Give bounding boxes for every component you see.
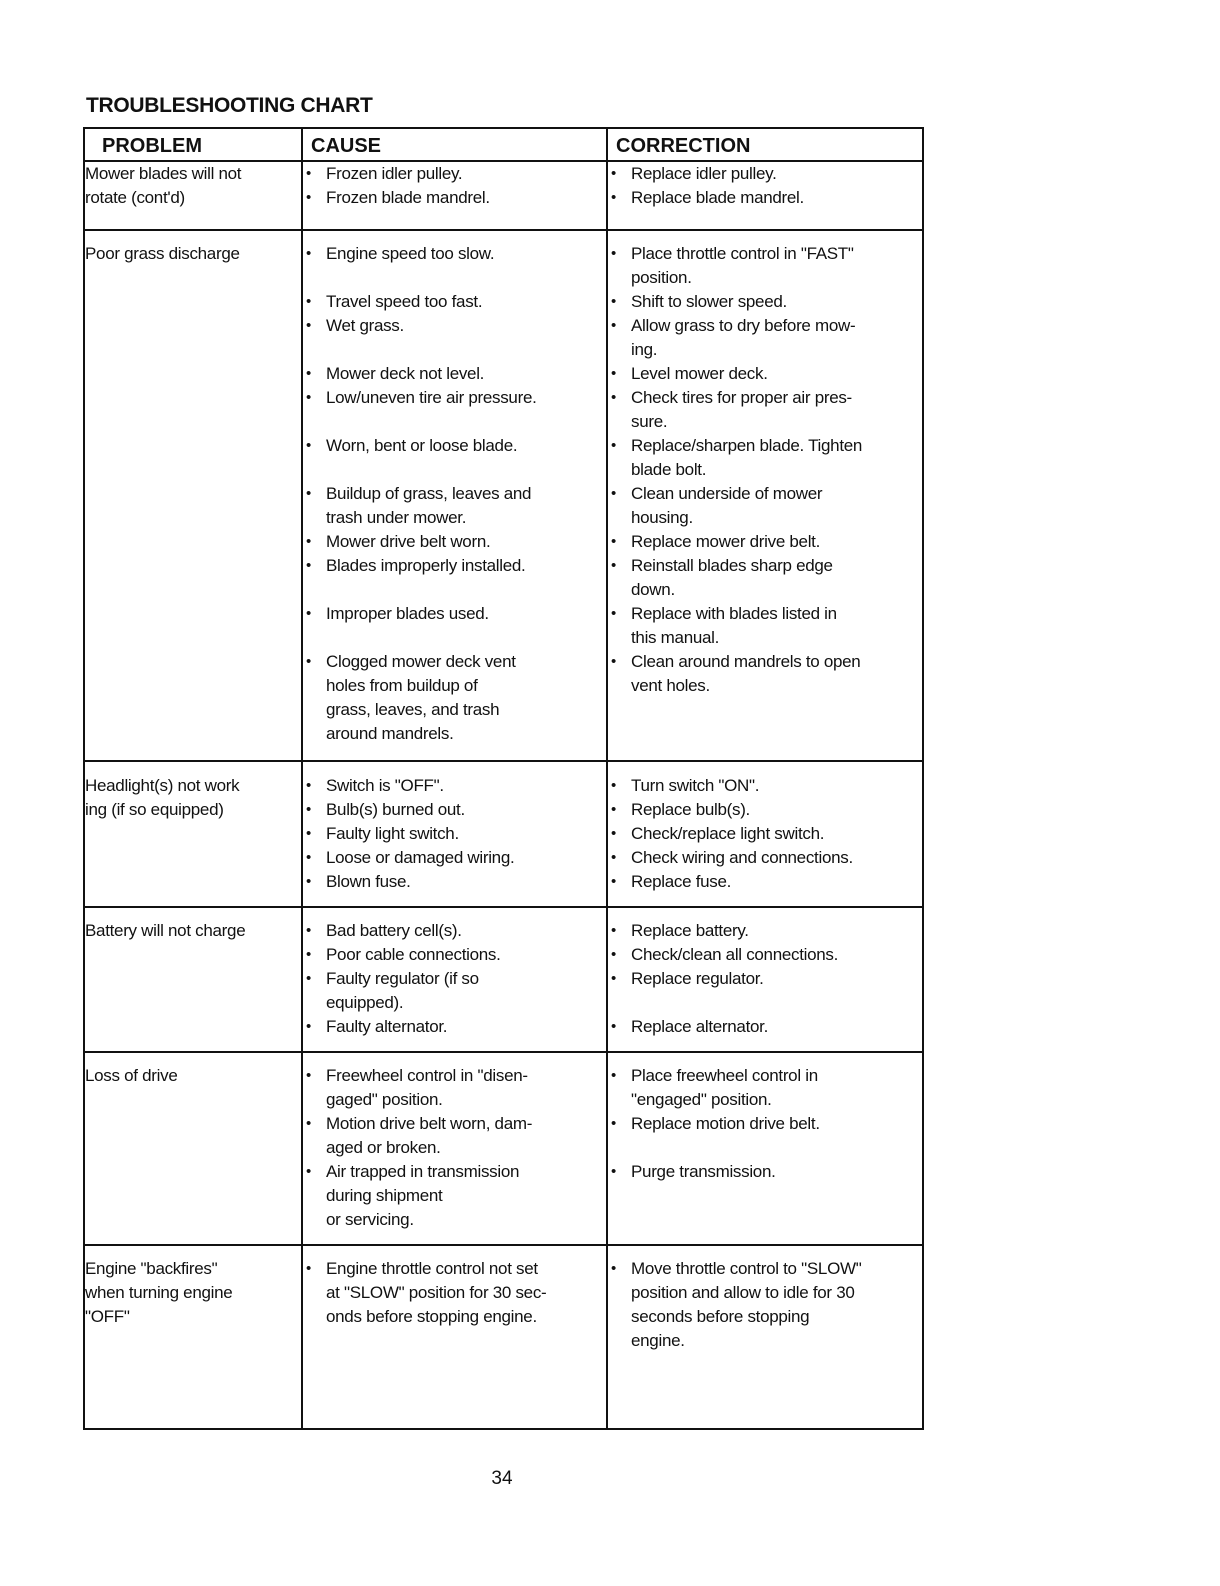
cause-item: • Bulb(s) burned out. — [303, 798, 606, 822]
correction-item: • Shift to slower speed. — [608, 290, 922, 314]
troubleshooting-table — [83, 127, 924, 1430]
correction-item: • Clean underside of mower housing. — [608, 482, 922, 530]
correction-item: • Replace bulb(s). — [608, 798, 922, 822]
cause-item: • Bad battery cell(s). — [303, 919, 606, 943]
cause-item: • Air trapped in transmission during shipment or servicing. — [303, 1160, 606, 1232]
cause-cell — [302, 1245, 607, 1429]
correction-item: • Check/clean all connections. — [608, 943, 922, 967]
cause-cell — [302, 907, 607, 1052]
cause-cell — [302, 230, 607, 761]
correction-cell — [607, 161, 923, 230]
problem-cell: Loss of drive — [84, 1052, 302, 1245]
cause-item: • Motion drive belt worn, dam- aged or broken. — [303, 1112, 606, 1160]
row-mower-blades — [84, 161, 923, 230]
correction-item: • Level mower deck. — [608, 362, 922, 386]
cause-item: • Worn, bent or loose blade. — [303, 434, 606, 482]
cause-item: • Switch is "OFF". — [303, 774, 606, 798]
correction-item: • Replace blade mandrel. — [608, 186, 922, 210]
cause-item: • Wet grass. — [303, 314, 606, 362]
cause-item: • Clogged mower deck vent holes from buildup of grass, leaves, and trash around mandrels. — [303, 650, 606, 746]
cause-cell — [302, 161, 607, 230]
page-number: 34 — [491, 1468, 513, 1489]
cause-item: • Freewheel control in "disen- gaged" position. — [303, 1064, 606, 1112]
correction-item: • Clean around mandrels to open vent holes. — [608, 650, 922, 698]
correction-item: • Purge transmission. — [608, 1160, 922, 1184]
correction-item: • Allow grass to dry before mow- ing. — [608, 314, 922, 362]
cause-item: • Loose or damaged wiring. — [303, 846, 606, 870]
cause-item: • Blown fuse. — [303, 870, 606, 894]
correction-item: • Reinstall blades sharp edge down. — [608, 554, 922, 602]
cause-item: • Poor cable connections. — [303, 943, 606, 967]
correction-cell — [607, 907, 923, 1052]
header-row — [84, 128, 923, 161]
problem-cell: Mower blades will not rotate (cont'd) — [84, 161, 302, 230]
correction-item: • Place freewheel control in "engaged" position. — [608, 1064, 922, 1112]
row-battery — [84, 907, 923, 1052]
correction-cell — [607, 1052, 923, 1245]
cause-item: • Faulty light switch. — [303, 822, 606, 846]
cause-item: • Faulty alternator. — [303, 1015, 606, 1039]
cause-item: • Frozen blade mandrel. — [303, 186, 606, 210]
cause-item: • Blades improperly installed. — [303, 554, 606, 602]
correction-cell — [607, 230, 923, 761]
problem-cell: Engine "backfires" when turning engine "OFF" — [84, 1245, 302, 1429]
problem-cell: Battery will not charge — [84, 907, 302, 1052]
page-title: TROUBLESHOOTING CHART — [86, 94, 373, 117]
correction-cell — [607, 1245, 923, 1429]
problem-header: PROBLEM — [84, 128, 302, 161]
correction-header: CORRECTION — [607, 128, 923, 161]
cause-item: • Frozen idler pulley. — [303, 162, 606, 186]
correction-item: • Check wiring and connections. — [608, 846, 922, 870]
correction-item: • Replace idler pulley. — [608, 162, 922, 186]
correction-item: • Place throttle control in "FAST" position. — [608, 242, 922, 290]
cause-cell — [302, 761, 607, 907]
correction-item: • Check tires for proper air pres- sure. — [608, 386, 922, 434]
cause-item: • Faulty regulator (if so equipped). — [303, 967, 606, 1015]
row-poor-grass-discharge — [84, 230, 923, 761]
row-engine-backfires — [84, 1245, 923, 1429]
cause-item: • Improper blades used. — [303, 602, 606, 650]
correction-item: • Replace regulator. — [608, 967, 922, 1015]
correction-item: • Replace battery. — [608, 919, 922, 943]
cause-item: • Buildup of grass, leaves and trash under mower. — [303, 482, 606, 530]
correction-item: • Replace/sharpen blade. Tighten blade bolt. — [608, 434, 922, 482]
correction-item: • Turn switch "ON". — [608, 774, 922, 798]
row-headlights — [84, 761, 923, 907]
cause-item: • Mower deck not level. — [303, 362, 606, 386]
cause-cell — [302, 1052, 607, 1245]
cause-item: • Engine speed too slow. — [303, 242, 606, 290]
row-loss-of-drive — [84, 1052, 923, 1245]
cause-item: • Mower drive belt worn. — [303, 530, 606, 554]
problem-cell: Poor grass discharge — [84, 230, 302, 761]
cause-header: CAUSE — [302, 128, 607, 161]
correction-item: • Replace alternator. — [608, 1015, 922, 1039]
correction-item: • Check/replace light switch. — [608, 822, 922, 846]
correction-item: • Move throttle control to "SLOW" position and allow to idle for 30 seconds before stopping engine. — [608, 1257, 922, 1353]
correction-cell — [607, 761, 923, 907]
correction-item: • Replace mower drive belt. — [608, 530, 922, 554]
correction-item: • Replace fuse. — [608, 870, 922, 894]
correction-item: • Replace with blades listed in this manual. — [608, 602, 922, 650]
cause-item: • Low/uneven tire air pressure. — [303, 386, 606, 434]
cause-item: • Engine throttle control not set at "SLOW" position for 30 sec- onds before stopping engine. — [303, 1257, 606, 1329]
cause-item: • Travel speed too fast. — [303, 290, 606, 314]
correction-item: • Replace motion drive belt. — [608, 1112, 922, 1160]
problem-cell: Headlight(s) not work ing (if so equipped) — [84, 761, 302, 907]
